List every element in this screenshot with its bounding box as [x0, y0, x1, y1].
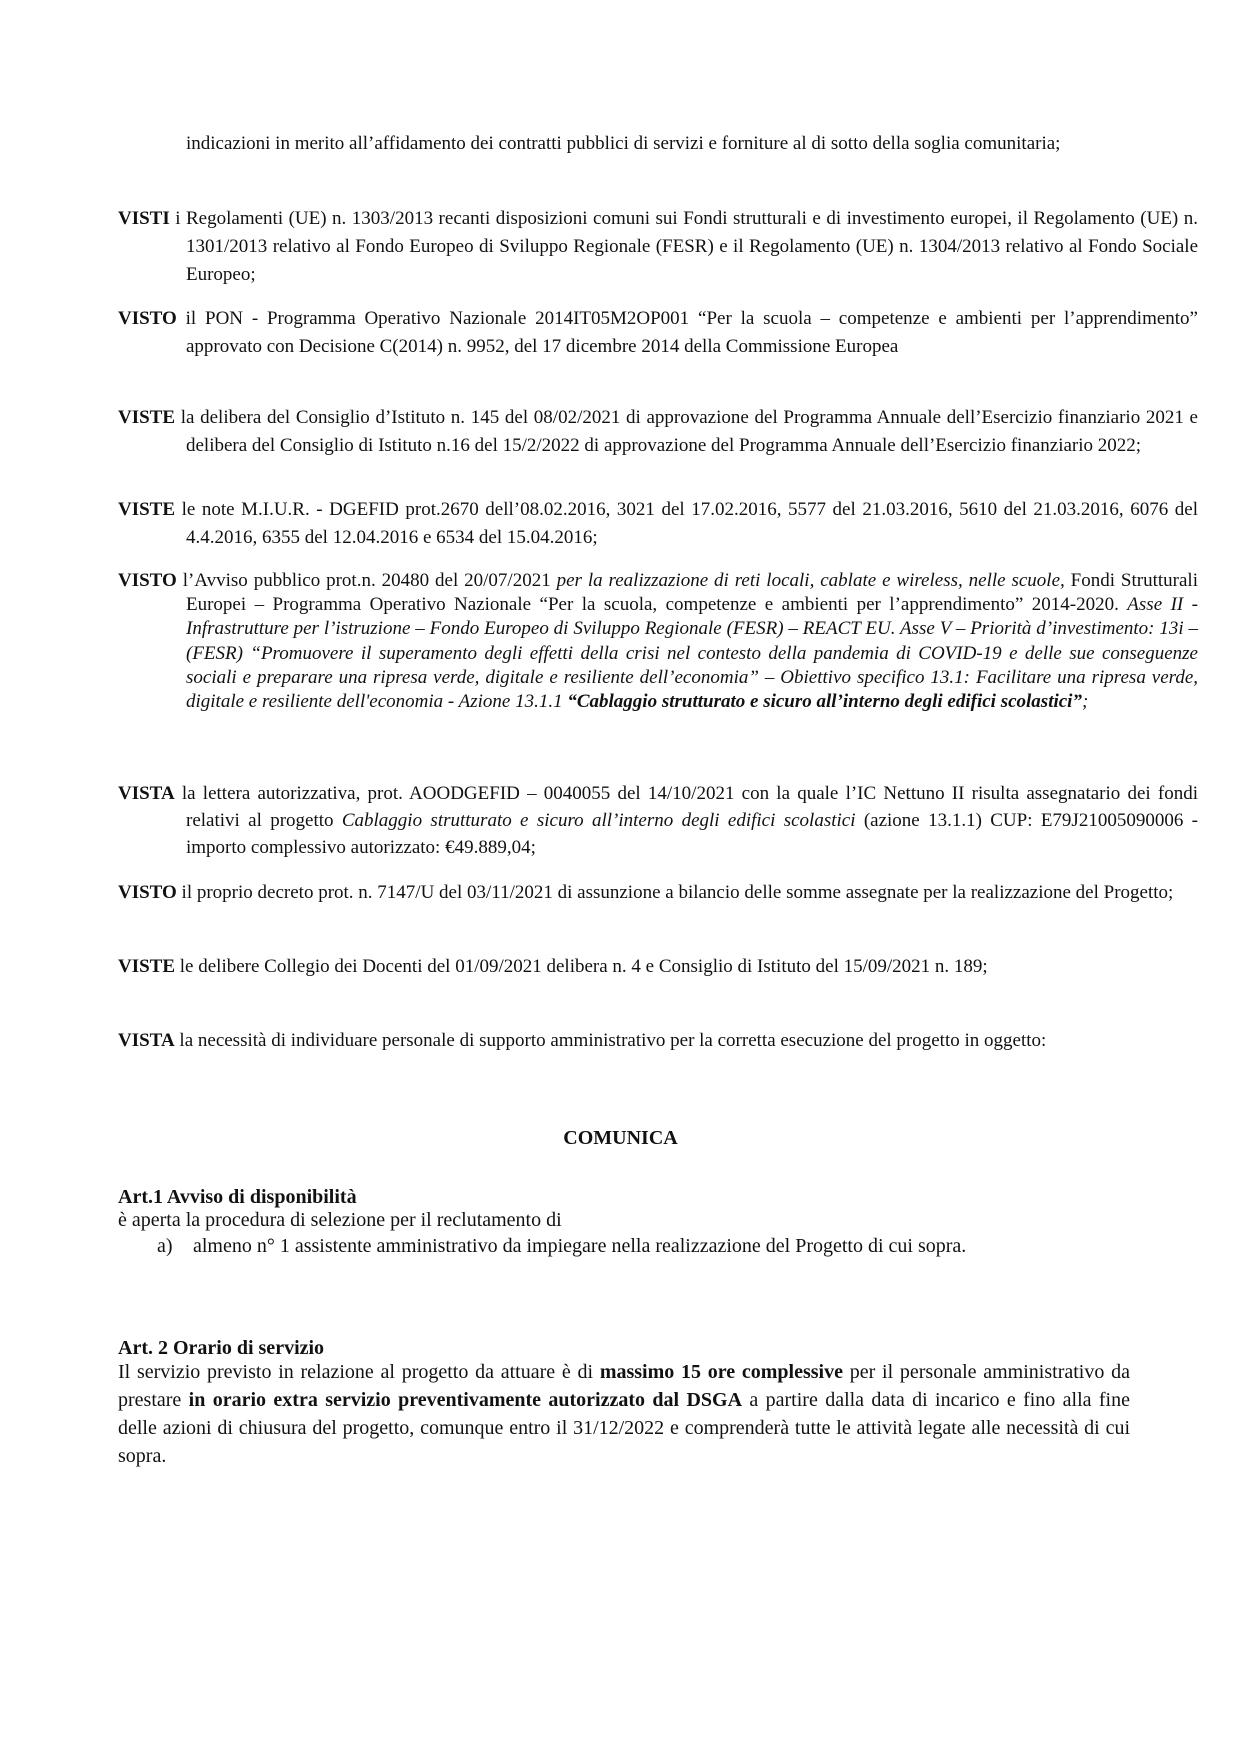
paragraph-visto-decreto: [118, 879, 1198, 907]
keyword: VISTI: [118, 208, 170, 229]
paragraph-text: il PON - Programma Operativo Nazionale 2014IT05M2OP001 “Per la scuola – competenze e ambienti per l’apprendimento” approvato con Decisione C(2014) n. 9952, del 17 dicembre 2014 della Commissione Europea: [176, 308, 1198, 357]
paragraph-text: a partire dalla data di incarico e fino alla fine delle azioni di chiusura del progetto, comunque entro il 31/12/2022 e comprenderà tutte le attività legate alle necessità di cui sopra.: [118, 1389, 1130, 1467]
paragraph-italic: Asse II - Infrastrutture per l’istruzione – Fondo Europeo di Sviluppo Regionale (FESR) – REACT EU. Asse V – Priorità d’investimento: 13i – (FESR) “Promuovere il superamento degli effetti della crisi nel contesto della pandemia di COVID-19 e delle sue conseguenze sociali e preparare una ripresa verde, digitale e resiliente dell’economia” – Obiettivo specifico 13.1: Facilitare una ripresa verde, digitale e resiliente dell'economia - Azione 13.1.1: [186, 594, 1199, 713]
art1-heading: Art.1 Avviso di disponibilità: [118, 1186, 357, 1208]
art2-paragraph: [118, 1358, 1130, 1470]
keyword: VISTE: [118, 499, 176, 520]
art1-text: è aperta la procedura di selezione per il reclutamento di: [118, 1209, 562, 1231]
paragraph-italic: Cablaggio strutturato e sicuro all’interno degli edifici scolastici: [341, 810, 856, 831]
paragraph-viste-delibera: [118, 404, 1198, 460]
paragraph-text: le delibere Collegio dei Docenti del 01/09/2021 delibera n. 4 e Consiglio di Istituto del 15/09/2021 n. 189;: [175, 956, 988, 977]
paragraph-italic: ;: [1081, 691, 1089, 713]
keyword: VISTO: [118, 882, 177, 903]
paragraph-bold: in orario extra servizio preventivamente autorizzato dal DSGA: [188, 1389, 743, 1411]
list-item-marker: a): [157, 1235, 173, 1257]
paragraph-viste-note: [118, 496, 1198, 552]
keyword: VISTO: [118, 308, 177, 329]
paragraph-text: il proprio decreto prot. n. 7147/U del 03/11/2021 di assunzione a bilancio delle somme assegnate per la realizzazione del Progetto;: [176, 882, 1174, 903]
paragraph-viste-delibere: [118, 953, 1198, 981]
paragraph-visto-pon: [118, 305, 1198, 361]
paragraph-text: l’Avviso pubblico prot.n. 20480 del 20/07/2021: [176, 570, 557, 591]
paragraph-text: la necessità di individuare personale di supporto amministrativo per la corretta esecuzione del progetto in oggetto:: [174, 1030, 1047, 1051]
paragraph-visto-avviso: [118, 569, 1198, 714]
paragraph-vista-lettera: [118, 780, 1198, 861]
paragraph-text: Fondi Strutturali Europei – Programma Operativo Nazionale “Per la scuola, competenze e ambienti per l’apprendimento” 2014-2020.: [186, 570, 1198, 616]
paragraph-text: la delibera del Consiglio d’Istituto n. 145 del 08/02/2021 di approvazione del Programma Annuale dell’Esercizio finanziario 2021 e delibera del Consiglio di Istituto n.16 del 15/2/2022 di approvazione del Programma Annuale dell’Esercizio finanziario 2022;: [175, 407, 1198, 456]
keyword: VISTE: [118, 956, 176, 977]
keyword: VISTE: [118, 407, 176, 428]
list-item-text: almeno n° 1 assistente amministrativo da impiegare nella realizzazione del Progetto di cui sopra.: [193, 1235, 967, 1257]
paragraph-italic: per la realizzazione di reti locali, cablate e wireless, nelle scuole,: [556, 570, 1065, 591]
paragraph-text: i Regolamenti (UE) n. 1303/2013 recanti disposizioni comuni sui Fondi strutturali e di investimento europei, il Regolamento (UE) n. 1301/2013 relativo al Fondo Europeo di Sviluppo Regionale (FESR) e il Regolamento (UE) n. 1304/2013 relativo al Fondo Sociale Europeo;: [169, 208, 1198, 285]
paragraph-bold-italic: “Cablaggio strutturato e sicuro all’interno degli edifici scolastici”: [567, 691, 1082, 713]
keyword: VISTO: [118, 570, 177, 591]
paragraph-text: per il personale amministrativo da prestare: [118, 1361, 1130, 1411]
paragraph-text: Il servizio previsto in relazione al progetto da attuare è di: [118, 1361, 600, 1383]
paragraph-vista-necessita: [118, 1027, 1198, 1055]
art2-heading: Art. 2 Orario di servizio: [118, 1337, 325, 1359]
section-title: COMUNICA: [563, 1127, 678, 1149]
keyword: VISTA: [118, 783, 175, 804]
intro-paragraph: [186, 130, 1130, 158]
intro-text: indicazioni in merito all’affidamento dei contratti pubblici di servizi e forniture al di sotto della soglia comunitaria;: [186, 133, 1061, 154]
keyword: VISTA: [118, 1030, 175, 1051]
paragraph-visti-regolamenti: [118, 205, 1198, 289]
paragraph-text: (azione 13.1.1) CUP: E79J21005090006 - importo complessivo autorizzato: €49.889,04;: [186, 810, 1198, 858]
paragraph-text: la lettera autorizzativa, prot. AOODGEFID – 0040055 del 14/10/2021 con la quale l’IC Nettuno II risulta assegnatario dei fondi relativi al progetto: [174, 783, 1198, 831]
paragraph-bold: massimo 15 ore complessive: [599, 1361, 843, 1383]
paragraph-text: le note M.I.U.R. - DGEFID prot.2670 dell’08.02.2016, 3021 del 17.02.2016, 5577 del 21.03.2016, 5610 del 21.03.2016, 6076 del 4.4.2016, 6355 del 12.04.2016 e 6534 del 15.04.2016;: [175, 499, 1198, 548]
